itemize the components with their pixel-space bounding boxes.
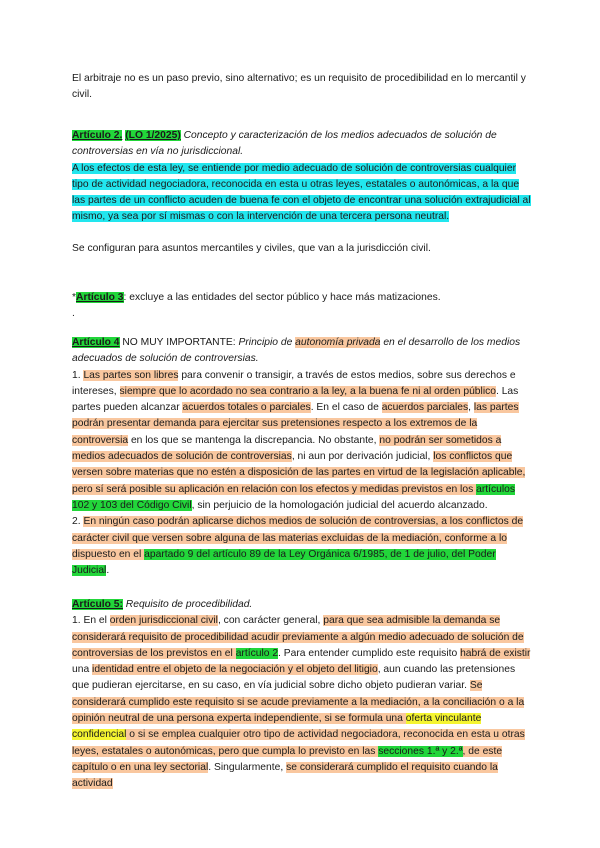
art4-p1-seg: , [468,402,474,414]
art5-p1-seg: para que sea admisible la demanda se considerará requisito de procedibilidad acudir previamente a algún medio adecuado de solución de controversias de los previstos en el [72,615,524,659]
art5-p1-seg: . Para entender cumplido este requisito [278,647,461,659]
art4-p2-seg: 2. [72,516,84,528]
article-4-heading [72,335,532,368]
article-2-label: Artículo 2. [72,130,123,141]
art4-p1-seg: , sin perjuicio de la homologación judicial del acuerdo alcanzado. [191,499,488,511]
art4-p1-seg: acuerdos totales o parciales [182,402,311,414]
art4-p2-seg: apartado 9 del artículo 89 de la Ley Orgánica 6/1985, de 1 de julio, del Poder Judicial [72,548,496,577]
art4-p1-seg: , ni aun por derivación judicial, [291,451,434,463]
art5-p1-seg: , con carácter general, [217,615,324,627]
art5-p1-seg: o si se emplea cualquier otro tipo de actividad negociadora, reconocida en esta u otras leyes, estatales o autonómicas, pero que cumpla lo previsto en las [72,729,525,757]
article-2-note: Se configuran para asuntos mercantiles y civiles, que van a la jurisdicción civil. [72,242,431,254]
art4-p1-seg: 1. [72,369,84,381]
article-3-text: : excluye a las entidades del sector público y hace más matizaciones. [123,292,441,303]
art5-p1-seg: . Singularmente, [208,761,287,773]
article-5-title: Requisito de procedibilidad. [122,599,253,610]
art4-p2-seg: . [106,565,110,577]
article-3-label: Artículo 3 [76,292,124,303]
article-4-label: Artículo 4 [72,337,120,348]
art5-p1-seg: orden jurisdiccional civil [109,615,218,627]
article-5-section [72,597,532,793]
article-3-asterisk: * [72,292,77,303]
article-2-definition: A los efectos de esta ley, se entiende por medio adecuado de solución de controversias cualquier tipo de actividad negociadora, reconocida en esta u otras leyes, estatales o autonómicas, a la que las partes de un conflicto acuden de buena fe con el objeto de encontrar una solución extrajudicial al mismo, ya sea por sí mismas o con la intervención de una tercera persona neutral. [72,162,531,223]
art5-p1-seg: identidad entre el objeto de la negociación y el objeto del litigio [92,664,378,676]
art4-p1-seg: . En el caso de [310,402,382,414]
art4-p1-seg: en los que se mantenga la discrepancia. No obstante, [128,434,380,446]
art4-p2-seg: En ningún caso podrán aplicarse dichos medios de solución de controversias, a los conflictos de carácter civil que versen sobre alguna de las materias excluidas de la mediación, conforme a lo dispuesto en el [72,516,524,560]
article-2-heading [72,128,532,161]
article-3-dot: . [72,308,75,320]
article-4-paragraph-2 [72,514,532,579]
article-3-line [72,290,532,306]
article-2-ref: (LO 1/2025) [125,130,181,141]
art5-p1-seg: artículo 2 [235,647,279,659]
article-5-heading [72,597,532,613]
article-2-section [72,128,532,257]
art5-p1-seg: Se considerará cumplido este requisito si se acude previamente a la mediación, a la conciliación o a la opinión neutral de una persona experta independiente, si se formula una [72,680,525,725]
article-4-paragraph-1 [72,368,532,515]
art5-p1-seg: una [72,664,93,676]
art5-p1-seg: secciones 1.ª y 2.ª [378,745,463,757]
art4-p1-seg: Las partes son libres [83,369,179,381]
intro-text: El arbitraje no es un paso previo, sino alternativo; es un requisito de procedibilidad en lo mercantil y civil. [72,73,526,101]
art5-p1-seg: , aun cuando las pretensiones que pudieran ejercitarse, en su caso, en vía judicial sobre dicho objeto pudieran variar. [72,664,516,692]
article-4-title-a: Principio de [238,337,296,348]
article-4-lead: NO MUY IMPORTANTE: [119,337,239,348]
art5-p1-seg: oferta vinculante confidencial [72,713,482,741]
article-4-title-b: en el desarrollo de los medios adecuados de solución de controversias. [72,337,521,365]
art5-p1-seg: habrá de existir [460,647,531,659]
art4-p1-seg: las partes podrán presentar demanda para ejercitar sus pretensiones respecto a los extremos de la controversia [72,402,519,446]
art4-p1-seg: . Las partes pueden alcanzar [72,385,519,414]
article-3-section [72,290,532,323]
art4-p1-seg: acuerdos parciales [381,402,469,414]
article-4-title-highlight: autonomía privada [295,337,381,348]
art5-p1-seg: 1. En el [72,615,110,627]
article-2-title: Concepto y caracterización de los medios adecuados de solución de controversias en vía no jurisdiccional. [72,130,497,158]
art4-p1-seg: artículos 102 y 103 del Código Civil [72,483,516,511]
intro-paragraph [72,71,532,104]
article-2-body [72,161,532,226]
article-4-section [72,335,532,579]
article-5-paragraph-1 [72,613,532,792]
article-5-label: Artículo 5: [72,599,123,610]
art4-p1-seg: los conflictos que versen sobre materias que no estén a disposición de las partes en virtud de la legislación aplicable, pero sí será posible su aplicación en relación con los efectos y medidas previstos en los [72,451,526,495]
art5-p1-seg: , de este capítulo o en una ley sectorial [72,745,503,773]
art4-p1-seg: siempre que lo acordado no sea contrario a la ley, a la buena fe ni al orden público [119,385,496,397]
art4-p1-seg: no podrán ser sometidos a medios adecuados de solución de controversias [72,434,502,463]
art4-p1-seg: para convenir o transigir, a través de estos medios, sobre sus derechos e intereses, [72,369,516,397]
art5-p1-seg: se considerará cumplido el requisito cuando la actividad [72,761,498,790]
